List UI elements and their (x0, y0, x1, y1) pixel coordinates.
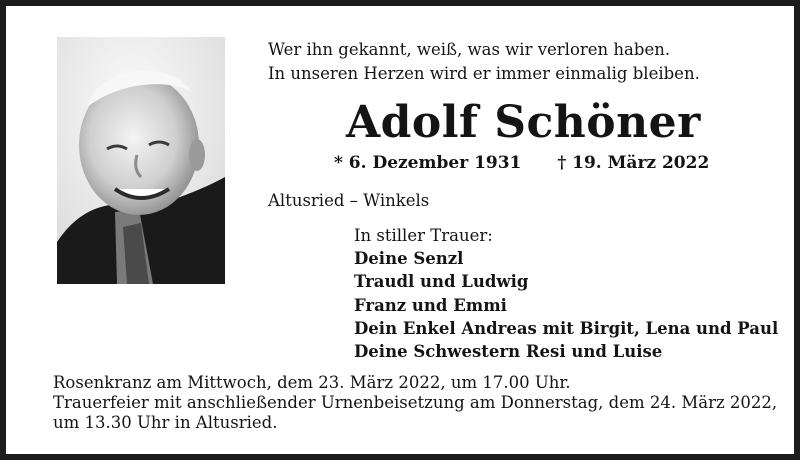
service-line: Rosenkranz am Mittwoch, dem 23. März 2022, um 17.00 Uhr. (53, 373, 571, 392)
memorial-quote (268, 38, 700, 86)
mourning-intro: In stiller Trauer: (354, 226, 493, 245)
service-line: Trauerfeier mit anschließender Urnenbeisetzung am Donnerstag, dem 24. März 2022, (53, 393, 778, 412)
mourners-list (354, 224, 778, 363)
birth-date: * 6. Dezember 1931 (334, 153, 522, 173)
deceased-name: Adolf Schöner (346, 97, 701, 148)
residence: Altusried – Winkels (268, 191, 430, 210)
quote-line: Wer ihn gekannt, weiß, was wir verloren haben. (268, 40, 671, 59)
death-date: † 19. März 2022 (557, 153, 710, 173)
mourner-item: Franz und Emmi (354, 295, 507, 315)
mourner-item: Deine Senzl (354, 249, 464, 269)
mourner-item: Traudl und Ludwig (354, 272, 529, 292)
quote-line: In unseren Herzen wird er immer einmalig bleiben. (268, 64, 700, 83)
mourner-item: Deine Schwestern Resi und Luise (354, 342, 663, 362)
life-dates (334, 150, 709, 176)
service-line: um 13.30 Uhr in Altusried. (53, 413, 278, 432)
portrait-photo (57, 37, 225, 284)
mourner-item: Dein Enkel Andreas mit Birgit, Lena und Paul (354, 318, 779, 338)
service-details (53, 373, 777, 433)
